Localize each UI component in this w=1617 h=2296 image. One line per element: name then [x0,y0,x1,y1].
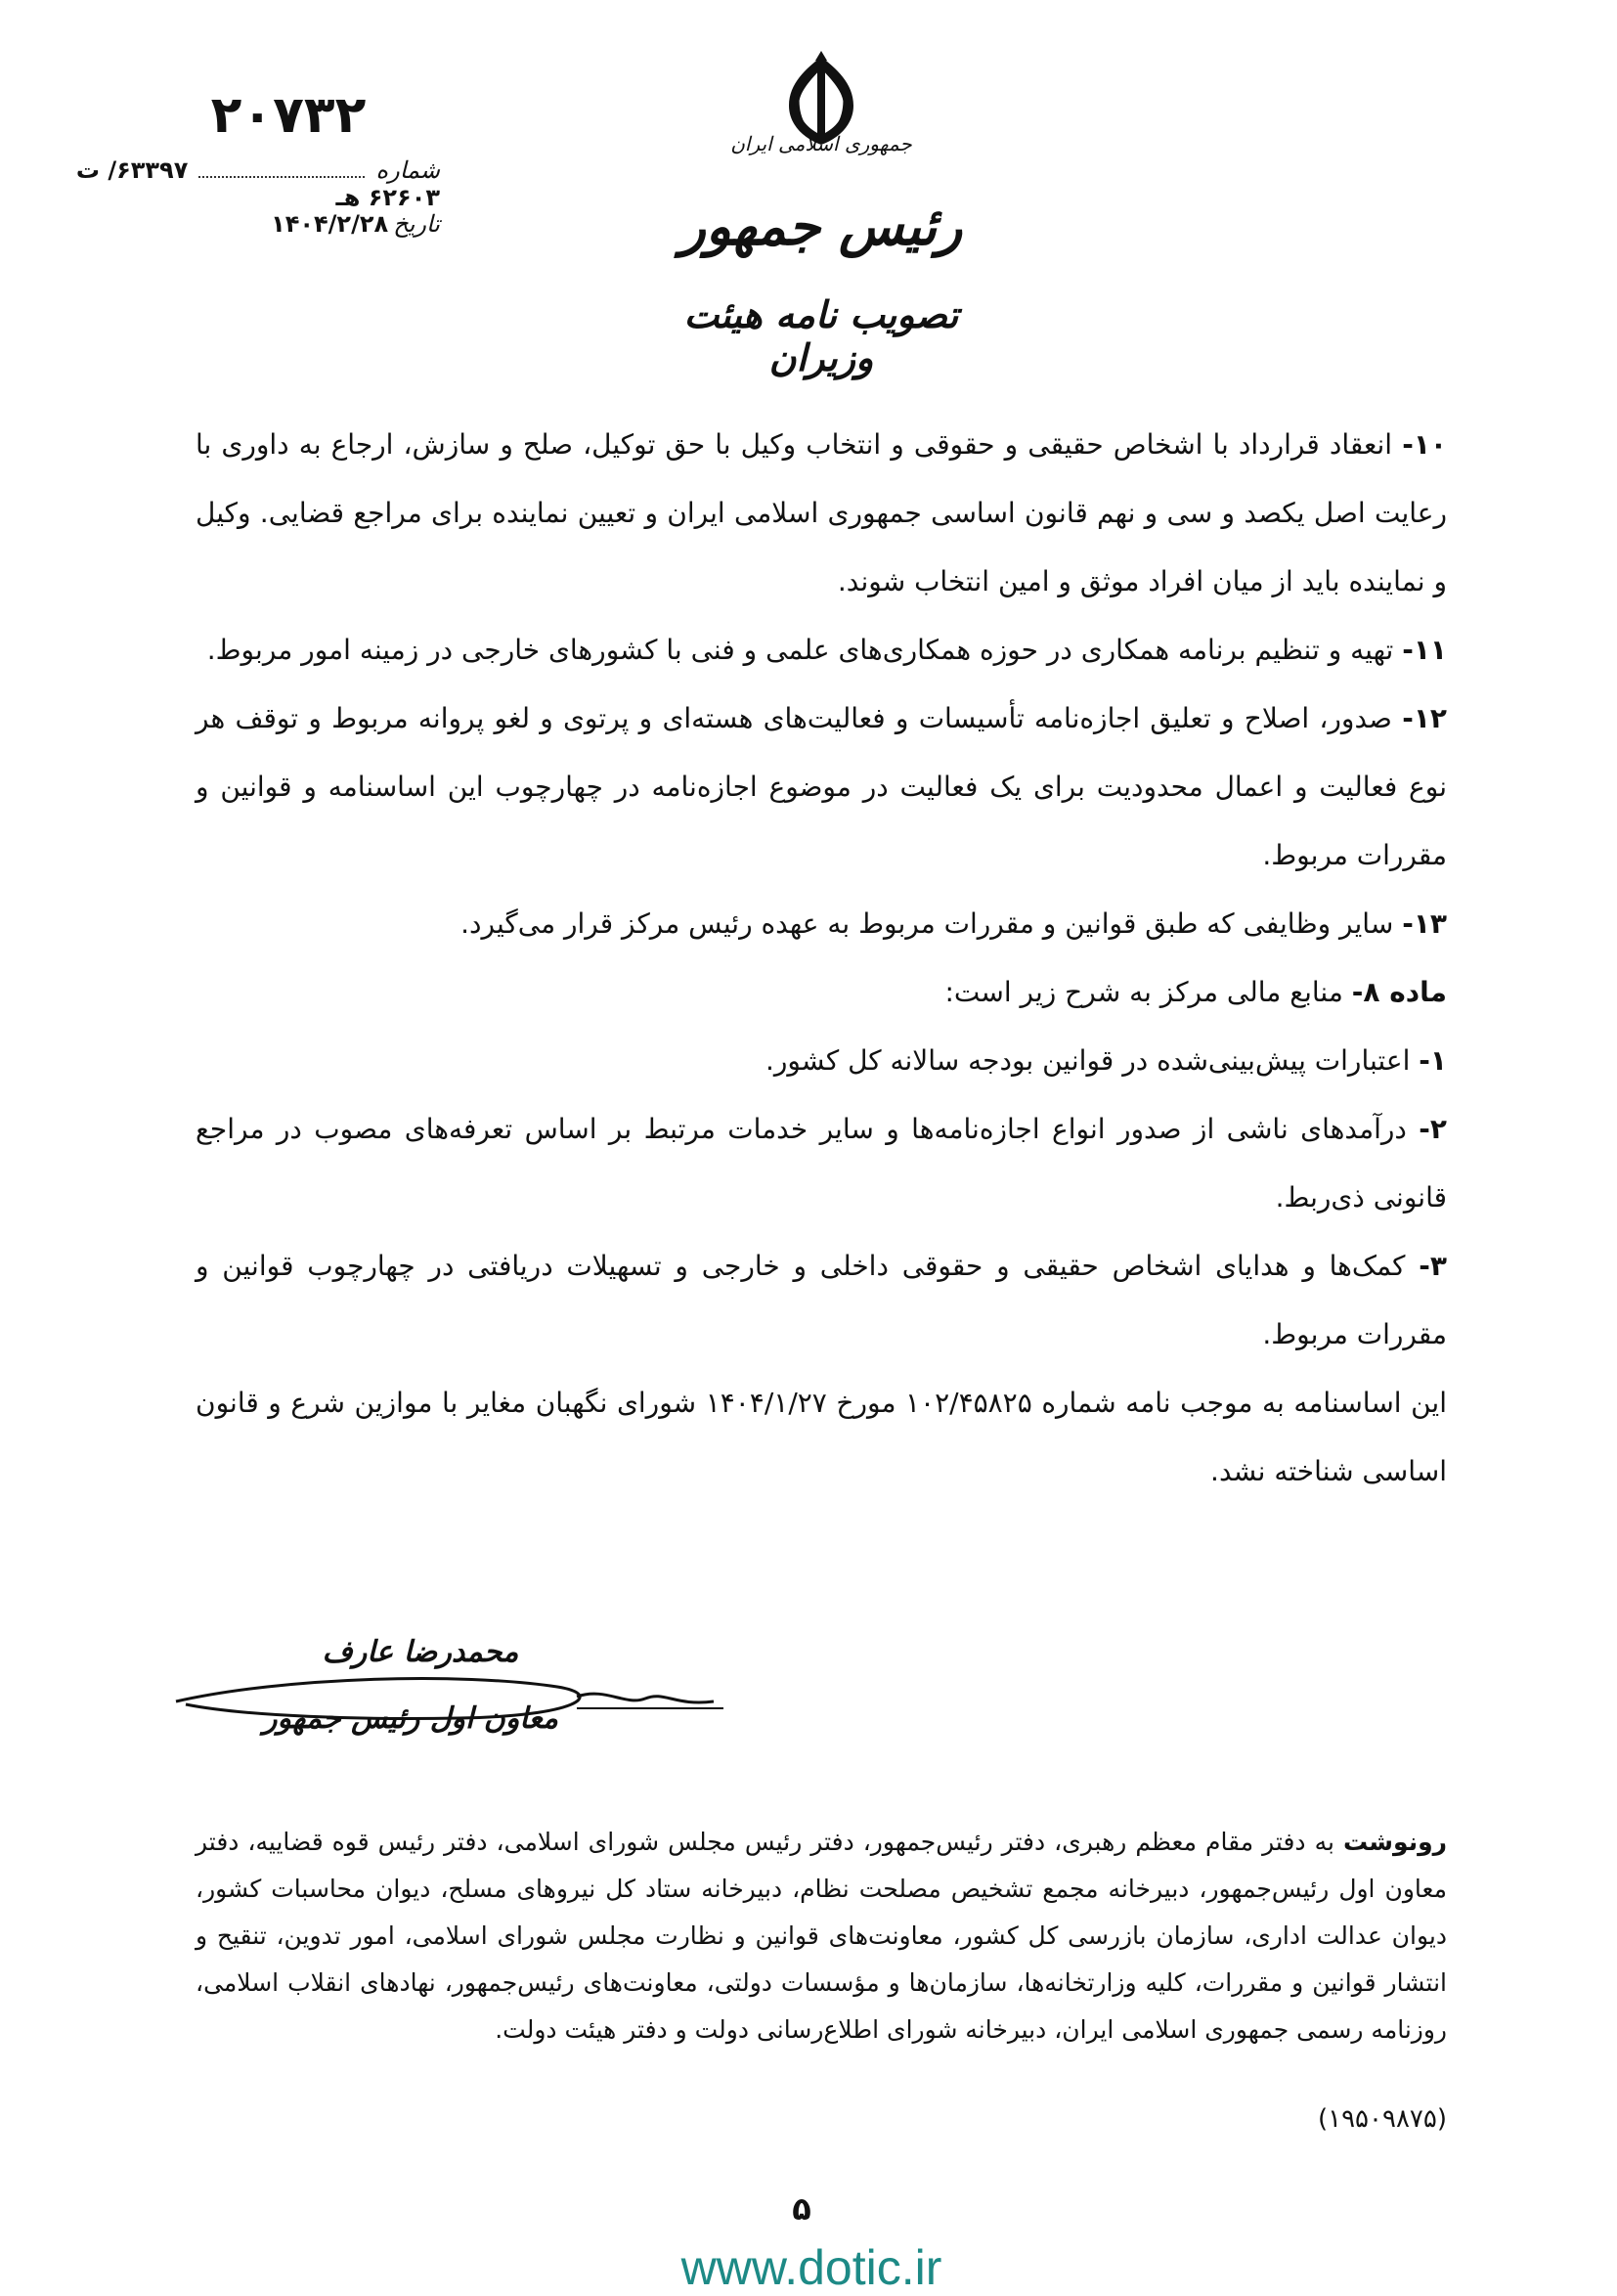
copy-recipients [196,1819,1447,2053]
date-label: تاریخ [393,210,440,238]
number-label: شماره [375,156,440,184]
clause-12: ۱۲- صدور، اصلاح و تعلیق اجازه‌نامه تأسیسات و فعالیت‌های هسته‌ای و پرتوی و لغو پروانه مربوط و توقف هر نوع فعالیت و اعمال محدودیت برای یک فعالیت در موضوع اجازه‌نامه در چهارچوب این اساسنامه و قوانین و مقررات مربوط. [196,702,1447,871]
clause-13: ۱۳- سایر وظایفی که طبق قوانین و مقررات مربوط به عهده رئیس مرکز قرار می‌گیرد. [460,907,1447,940]
guardian-council-note: این اساسنامه به موجب نامه شماره ۱۰۲/۴۵۸۲۵ مورخ ۱۴۰۴/۱/۲۷ شورای نگهبان مغایر با موازین شرع و قانون اساسی شناخته نشد. [196,1387,1448,1487]
page-number: ۵ [792,2190,811,2228]
copy-recipients-text: به دفتر مقام معظم رهبری، دفتر رئیس‌جمهور، دفتر رئیس مجلس شورای اسلامی، دفتر رئیس قوه قضاییه، دفتر معاون اول رئیس‌جمهور، دبیرخانه مجمع تشخیص مصلحت نظام، دبیرخانه ستاد کل نیروهای مسلح، دیوان محاسبات کشور، دیوان عدالت اداری، سازمان بازرسی کل کشور، معاونت‌های قوانین و نظارت مجلس شورای اسلامی، امور تدوین، تنقیح و انتشار قوانین و مقررات، کلیه وزارتخانه‌ها، سازمان‌ها و مؤسسات دولتی، معاونت‌های رئیس‌جمهور، نهادهای انقلاب اسلامی، روزنامه رسمی جمهوری اسلامی ایران، دبیرخانه شورای اطلاع‌رسانی دولت و دفتر هیئت دولت. [196,1828,1447,2044]
document-code: (۱۹۵۰۹۸۷۵) [1317,2104,1447,2134]
clause-10: ۱۰- انعقاد قرارداد با اشخاص حقیقی و حقوقی و انتخاب وکیل با حق توکیل، صلح و سازش، ارجاع به داوری با رعایت اصل یکصد و سی و نهم قانون اساسی جمهوری اسلامی ایران و تعیین نماینده برای مراجع قضایی. وکیل و نماینده باید از میان افراد موثق و امین انتخاب شوند. [196,428,1447,597]
clause-11: ۱۱- تهیه و تنظیم برنامه همکاری در حوزه همکاری‌های علمی و فنی با کشورهای خارجی در زمینه امور مربوط. [206,634,1447,666]
article-8-item-2: ۲- درآمدهای ناشی از صدور انواع اجازه‌نامه‌ها و سایر خدمات مرتبط بر اساس تعرفه‌های مصوب در مراجع قانونی ذی‌ربط. [196,1113,1447,1214]
website-footer: www.dotic.ir [680,2240,942,2295]
article-8: ماده ۸- منابع مالی مرکز به شرح زیر است: [944,976,1447,1008]
office-title: رئیس جمهور [679,196,963,257]
article-8-item-1: ۱- اعتبارات پیش‌بینی‌شده در قوانین بودجه سالانه کل کشور. [765,1044,1447,1077]
signatory-title: معاون اول رئیس جمهور [263,1701,558,1736]
document-body [196,411,1447,1506]
country-name: جمهوری اسلامی ایران [730,132,912,155]
dotted-line [198,158,365,178]
date-value: ۱۴۰۴/۲/۲۸ [271,210,389,238]
number-row [29,156,440,211]
copy-label: رونوشت [1342,1828,1448,1856]
document-type: تصویب نامه هیئت وزیران [683,293,959,379]
signatory-name: محمدرضا عارف [322,1635,519,1669]
reference-number-stamp: ۲۰۷۳۲ [210,86,367,145]
date-row [156,210,440,249]
number-value: ۶۳۳۹۷/ ت ۶۲۶۰۳ هـ [75,156,440,211]
article-8-item-3: ۳- کمک‌ها و هدایای اشخاص حقیقی و حقوقی داخلی و خارجی و تسهیلات دریافتی در چهارچوب قوانین و مقررات مربوط. [196,1250,1447,1350]
